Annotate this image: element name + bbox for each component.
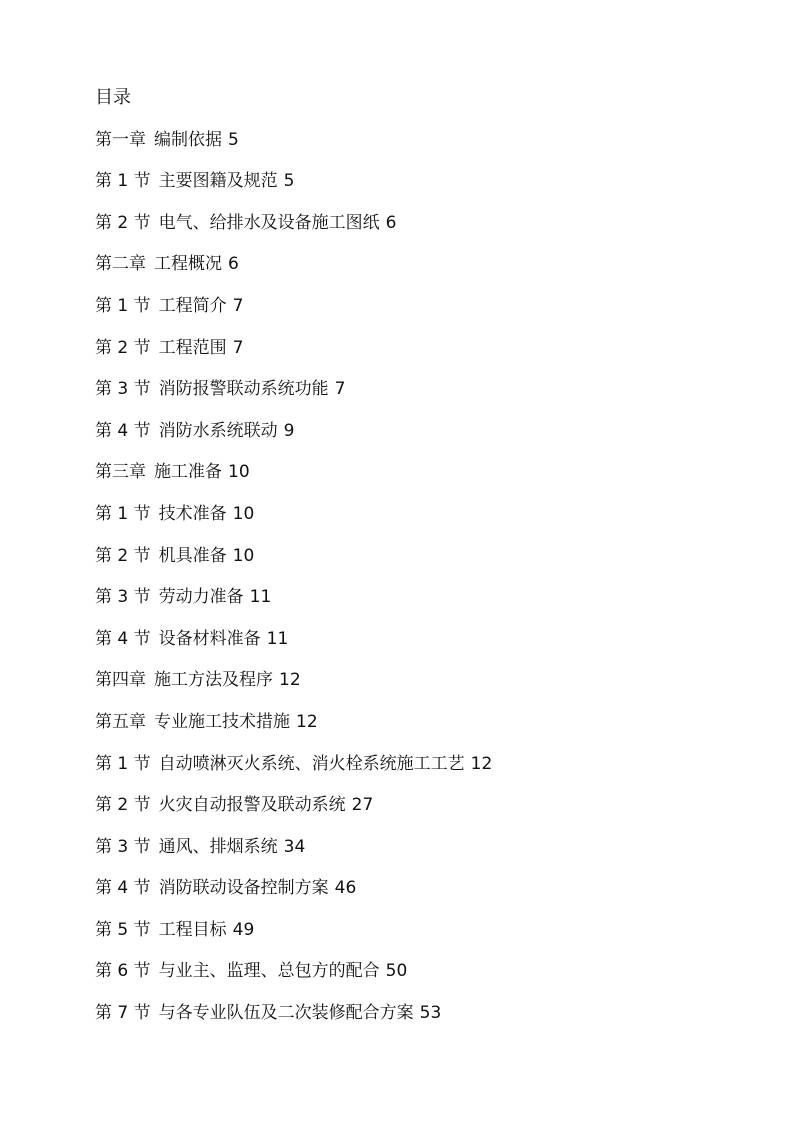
toc-entry-label: 第 2 节 <box>95 545 151 566</box>
toc-entry-label: 第二章 <box>95 254 146 275</box>
toc-entry-label: 第 3 节 <box>95 836 151 857</box>
toc-entry[interactable] <box>95 708 755 736</box>
toc-entry-title: 通风、排烟系统 <box>158 836 278 857</box>
toc-entry[interactable] <box>95 957 755 985</box>
toc-entry[interactable] <box>95 750 755 778</box>
toc-entry-title: 专业施工技术措施 <box>154 711 290 732</box>
toc-entry[interactable] <box>95 999 755 1027</box>
toc-entry-label: 第四章 <box>95 670 146 691</box>
toc-entry[interactable] <box>95 375 755 403</box>
toc-entry-label: 第一章 <box>95 129 146 150</box>
toc-entry-label: 第 4 节 <box>95 420 151 441</box>
toc-entry-title: 主要图籍及规范 <box>158 171 278 192</box>
toc-entry-page-number: 46 <box>334 878 357 899</box>
toc-entry-label: 第 4 节 <box>95 878 151 899</box>
toc-entry-label: 第 2 节 <box>95 795 151 816</box>
toc-entry-label: 第 1 节 <box>95 295 151 316</box>
toc-entry[interactable] <box>95 916 755 944</box>
toc-entry-page-number: 10 <box>232 545 255 566</box>
toc-entry[interactable] <box>95 833 755 861</box>
toc-entry-title: 消防联动设备控制方案 <box>158 878 329 899</box>
toc-entry-page-number: 7 <box>232 337 244 358</box>
toc-entry-page-number: 6 <box>385 212 397 233</box>
toc-entry[interactable] <box>95 500 755 528</box>
toc-entry[interactable] <box>95 666 755 694</box>
toc-entry-label: 第 3 节 <box>95 587 151 608</box>
toc-entry-title: 工程目标 <box>158 919 227 940</box>
toc-entry[interactable] <box>95 167 755 195</box>
toc-entry[interactable] <box>95 458 755 486</box>
toc-entry-label: 第 2 节 <box>95 212 151 233</box>
toc-entry-page-number: 5 <box>283 171 295 192</box>
toc-entry-page-number: 10 <box>228 462 250 483</box>
toc-entry-label: 第 1 节 <box>95 171 151 192</box>
toc-entry[interactable] <box>95 583 755 611</box>
toc-entry-page-number: 12 <box>296 711 318 732</box>
toc-entry-page-number: 6 <box>228 254 239 275</box>
toc-entry-title: 工程范围 <box>158 337 227 358</box>
toc-entry[interactable] <box>95 417 755 445</box>
toc-entry-label: 第 1 节 <box>95 753 151 774</box>
toc-entry[interactable] <box>95 126 755 154</box>
toc-entry-title: 工程概况 <box>154 254 222 275</box>
toc-entry-title: 消防报警联动系统功能 <box>158 379 329 400</box>
toc-entry-title: 消防水系统联动 <box>158 420 278 441</box>
toc-entry-page-number: 49 <box>232 919 255 940</box>
toc-entry-title: 机具准备 <box>158 545 227 566</box>
toc-entry[interactable] <box>95 542 755 570</box>
toc-entry[interactable] <box>95 874 755 902</box>
toc-entry-page-number: 12 <box>279 670 301 691</box>
toc-entry-label: 第 2 节 <box>95 337 151 358</box>
toc-entry[interactable] <box>95 250 755 278</box>
toc-entry-page-number: 10 <box>232 503 255 524</box>
toc-entry-page-number: 12 <box>470 753 493 774</box>
toc-entry-page-number: 11 <box>249 587 272 608</box>
toc-entry-page-number: 9 <box>283 420 295 441</box>
toc-entry-title: 技术准备 <box>158 503 227 524</box>
toc-entry-label: 第 5 节 <box>95 919 151 940</box>
toc-entry-page-number: 50 <box>385 961 408 982</box>
toc-entry-label: 第 1 节 <box>95 503 151 524</box>
toc-entry-page-number: 7 <box>334 379 346 400</box>
toc-entry-page-number: 53 <box>419 1003 442 1024</box>
toc-entry[interactable] <box>95 791 755 819</box>
toc-entry-page-number: 11 <box>266 628 289 649</box>
toc-entry-page-number: 27 <box>351 795 374 816</box>
toc-title: 目录 <box>95 87 131 108</box>
toc-entry-title: 施工准备 <box>154 462 222 483</box>
toc-entry-title: 设备材料准备 <box>158 628 261 649</box>
table-of-contents <box>95 84 755 1027</box>
toc-entry-label: 第 4 节 <box>95 628 151 649</box>
toc-entry-title: 劳动力准备 <box>158 587 244 608</box>
toc-entry-label: 第 7 节 <box>95 1003 151 1024</box>
toc-entry-title: 施工方法及程序 <box>154 670 273 691</box>
toc-entry-title: 火灾自动报警及联动系统 <box>158 795 346 816</box>
toc-entry-title: 电气、给排水及设备施工图纸 <box>158 212 380 233</box>
toc-entry-label: 第五章 <box>95 711 146 732</box>
toc-entry[interactable] <box>95 292 755 320</box>
toc-entry-title: 编制依据 <box>154 129 222 150</box>
toc-entry-title: 与业主、监理、总包方的配合 <box>158 961 380 982</box>
toc-entry-page-number: 7 <box>232 295 244 316</box>
toc-entry[interactable] <box>95 334 755 362</box>
toc-entry-title: 与各专业队伍及二次装修配合方案 <box>158 1003 414 1024</box>
toc-entry-label: 第三章 <box>95 462 146 483</box>
toc-list <box>95 126 755 1027</box>
toc-entry-page-number: 5 <box>228 129 239 150</box>
toc-entry-title: 工程简介 <box>158 295 227 316</box>
toc-entry[interactable] <box>95 625 755 653</box>
toc-entry-label: 第 6 节 <box>95 961 151 982</box>
toc-entry[interactable] <box>95 209 755 237</box>
toc-entry-page-number: 34 <box>283 836 306 857</box>
toc-entry-label: 第 3 节 <box>95 379 151 400</box>
toc-entry-title: 自动喷淋灭火系统、消火栓系统施工工艺 <box>158 753 465 774</box>
